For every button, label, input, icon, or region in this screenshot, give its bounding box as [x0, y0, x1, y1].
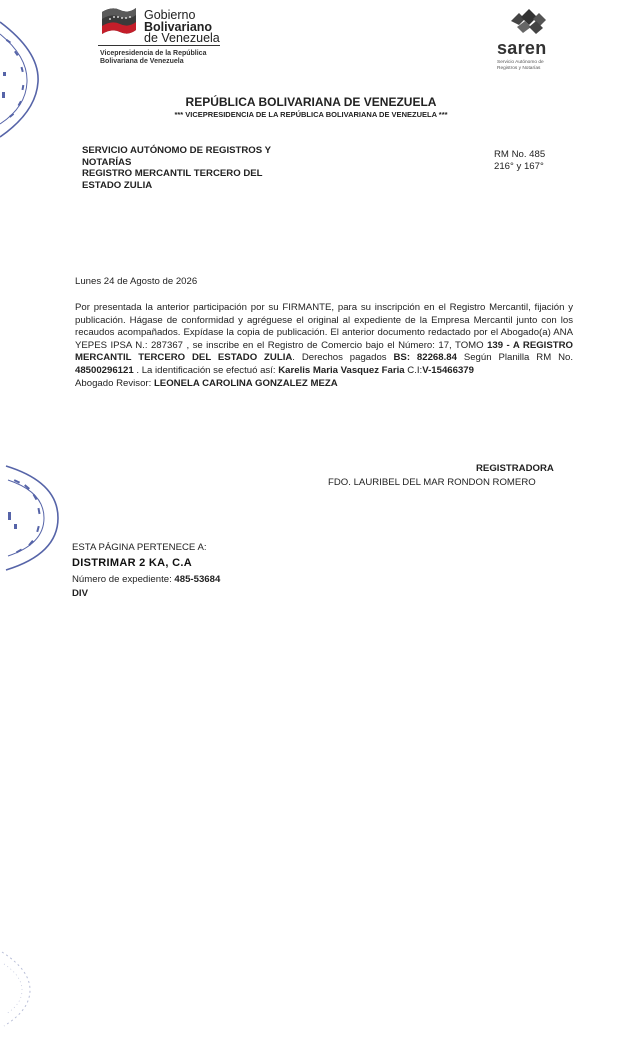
- header-divider: [98, 45, 220, 46]
- identification-label: . La identificación se efectuó así:: [133, 364, 279, 376]
- expediente-label: Número de expediente:: [72, 574, 175, 585]
- ci-number: V-15466379: [422, 364, 474, 376]
- office-line: REGISTRO MERCANTIL TERCERO DEL: [82, 168, 263, 179]
- gov-line: Bolivariano: [144, 19, 213, 34]
- body-text-main: Por presentada la anterior participación por su FIRMANTE, para su inscripción en el Registro Mercantil, fijación y publicación. Hágase de conformidad y agréguese el original al expediente de la Empresa Mercantil junto con los recaudos acompañados. Expídase la copia de publicación. El anterior documento redactado por el Abogado(a) ANA YEPES IPSA N.: 287367 , se inscribe en el Registro de Comercio bajo el Número: 17, TOMO: [75, 302, 573, 351]
- gov-sub-line: Vicepresidencia de la República: [100, 50, 207, 57]
- rm-line: RM No. 485: [494, 149, 546, 160]
- saren-logo-icon: [509, 7, 547, 37]
- tomo-value: 139 - A REGISTRO MERCANTIL TERCERO DEL ESTADO ZULIA: [75, 339, 573, 364]
- document-date: Lunes 24 de Agosto de 2026: [75, 276, 198, 287]
- revisor-name: LEONELA CAROLINA GONZALEZ MEZA: [153, 377, 338, 389]
- gov-line: Gobierno: [144, 8, 196, 22]
- fees-paid-value: BS: 82268.84: [393, 352, 457, 364]
- identified-person: Karelis Maria Vasquez Faria: [278, 364, 405, 376]
- revisor-label: Abogado Revisor:: [75, 377, 154, 389]
- rm-line: 216° y 167°: [494, 161, 544, 172]
- venezuela-flag-logo: [100, 4, 138, 36]
- government-name: [144, 10, 220, 45]
- document-subtitle: *** VICEPRESIDENCIA DE LA REPÚBLICA BOLIVARIANA DE VENEZUELA ***: [174, 110, 448, 119]
- faded-seal-icon: [0, 948, 34, 1030]
- registration-body: [75, 302, 573, 390]
- derechos-label: . Derechos pagados: [292, 352, 394, 364]
- gov-sub-line: Bolivariana de Venezuela: [100, 58, 184, 65]
- gov-line: de Venezuela: [144, 31, 220, 45]
- document-title: REPÚBLICA BOLIVARIANA DE VENEZUELA: [185, 95, 437, 109]
- planilla-label: Según Planilla RM No.: [456, 352, 574, 364]
- belongs-to-label: ESTA PÁGINA PERTENECE A:: [72, 542, 207, 553]
- office-line: NOTARÍAS: [82, 156, 132, 168]
- signature-title: REGISTRADORA: [476, 463, 554, 474]
- signature-name: FDO. LAURIBEL DEL MAR RONDON ROMERO: [328, 477, 536, 488]
- saren-wordmark: saren: [497, 38, 547, 58]
- official-seal-icon: [0, 12, 42, 142]
- registry-number: [494, 149, 545, 173]
- company-name: DISTRIMAR 2 KA, C.A: [72, 557, 192, 569]
- official-seal-icon: [0, 462, 62, 574]
- expediente-number: 485-53684: [174, 574, 221, 585]
- office-line: ESTADO ZULIA: [82, 179, 153, 191]
- ci-label: C.I:: [404, 364, 423, 376]
- vicepresidency-label: [100, 50, 206, 66]
- office-line: SERVICIO AUTÓNOMO DE REGISTROS Y: [82, 145, 272, 156]
- office-block: [82, 145, 271, 191]
- division-code: DIV: [72, 588, 88, 599]
- expediente-line: [72, 574, 220, 585]
- saren-tagline: Servicio Autónomo de Registros y Notarías: [497, 60, 544, 71]
- planilla-number: 48500296121: [75, 364, 134, 376]
